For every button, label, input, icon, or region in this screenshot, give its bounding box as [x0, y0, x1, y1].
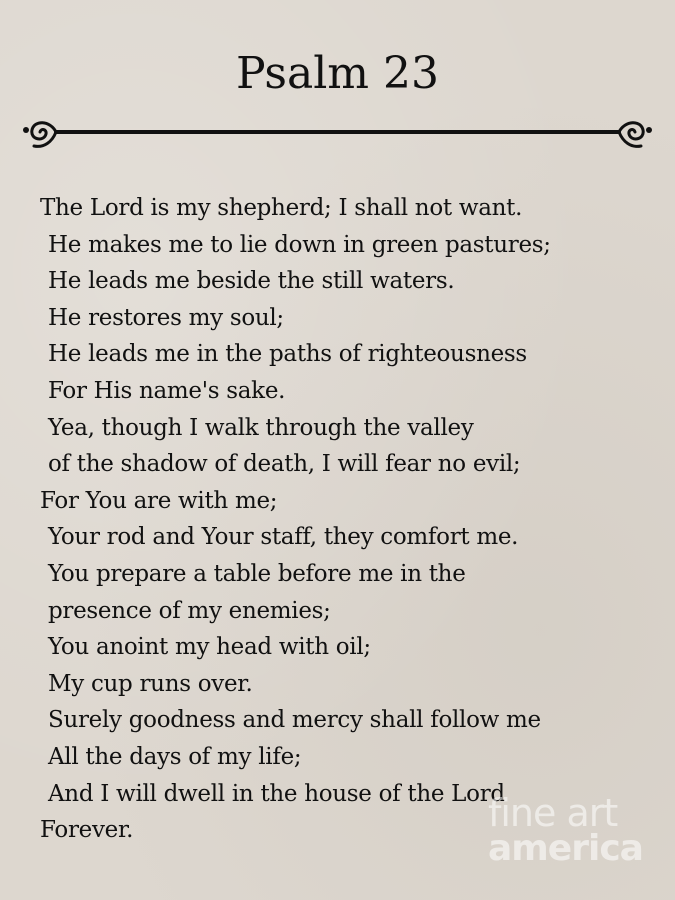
watermark-line: america: [488, 828, 643, 869]
page-title: Psalm 23: [235, 48, 439, 99]
scroll-flourish-divider-icon: [20, 116, 655, 152]
poem-line: Yea, though I walk through the valley: [48, 414, 474, 441]
poem-line: All the days of my life;: [48, 743, 302, 770]
poem-line: He makes me to lie down in green pastures;: [48, 231, 551, 258]
poem-line: You prepare a table before me in the: [48, 560, 466, 587]
poem-line: You anoint my head with oil;: [48, 634, 371, 661]
psalm-text: [40, 190, 660, 849]
watermark-line: fine art: [488, 791, 618, 835]
poem-line: He restores my soul;: [48, 304, 284, 331]
poem-line: Your rod and Your staff, they comfort me.: [48, 524, 519, 551]
poem-line: For You are with me;: [40, 487, 278, 514]
poem-line: of the shadow of death, I will fear no evil;: [48, 451, 521, 478]
poem-line: For His name's sake.: [48, 377, 286, 404]
fine-art-america-watermark: [488, 791, 658, 869]
poem-line: presence of my enemies;: [48, 597, 331, 624]
poem-line: He leads me in the paths of righteousness: [48, 341, 527, 368]
poem-line: He leads me beside the still waters.: [48, 268, 455, 295]
poem-line: And I will dwell in the house of the Lord: [48, 780, 505, 807]
poem-line: My cup runs over.: [48, 670, 253, 697]
poem-line: Surely goodness and mercy shall follow me: [48, 707, 541, 734]
poem-line: The Lord is my shepherd; I shall not want.: [40, 195, 523, 221]
poem-line: Forever.: [40, 817, 134, 844]
